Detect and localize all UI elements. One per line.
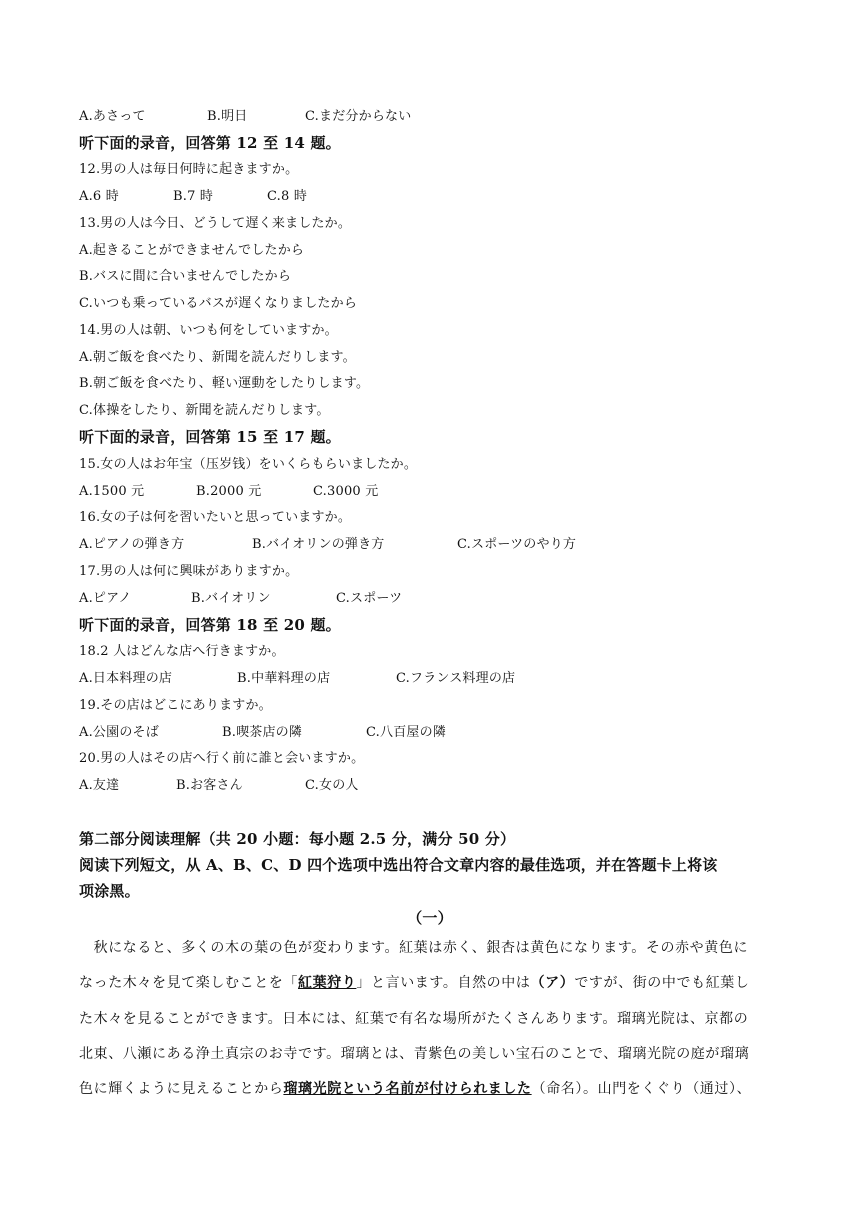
q17-question: 17.男の人は何に興味がありますか。 xyxy=(79,564,299,579)
section-heading-12-14: 听下面的录音，回答第 12 至 14 题。 xyxy=(79,134,341,152)
q12-option-c: C.8 時 xyxy=(267,189,308,204)
q14-option-a: A.朝ご飯を食べたり、新聞を読んだりします。 xyxy=(79,350,356,365)
passage-line-3: た木々を見ることができます。日本には、紅葉で有名な場所がたくさんあります。瑠璃光院は、京都の xyxy=(79,1011,749,1027)
q18-option-c: C.フランス料理の店 xyxy=(396,671,516,686)
q16-option-b: B.バイオリンの弾き方 xyxy=(252,537,385,552)
passage-line-2-end: ですが、街の中でも紅葉し xyxy=(574,975,750,991)
q16-question: 16.女の子は何を習いたいと思っていますか。 xyxy=(79,510,352,525)
underlined-naming-phrase: 瑠璃光院という名前が付けられました xyxy=(283,1081,532,1097)
blank-a: （ア） xyxy=(530,975,575,991)
q17-options xyxy=(79,590,402,608)
q15-option-b: B.2000 元 xyxy=(196,484,262,499)
q17-option-a: A.ピアノ xyxy=(79,591,132,606)
q15-option-a: A.1500 元 xyxy=(79,484,145,499)
q18-option-a: A.日本料理の店 xyxy=(79,671,173,686)
q11-option-c: C.まだ分からない xyxy=(305,109,412,124)
q16-option-c: C.スポーツのやり方 xyxy=(457,537,577,552)
section-heading-15-17: 听下面的录音，回答第 15 至 17 题。 xyxy=(79,428,341,446)
q19-question: 19.その店はどこにありますか。 xyxy=(79,698,272,713)
passage-line-5 xyxy=(79,1080,751,1098)
q14-option-c: C.体操をしたり、新聞を読んだりします。 xyxy=(79,403,330,418)
q18-option-b: B.中華料理の店 xyxy=(237,671,331,686)
part2-title: 第二部分阅读理解（共 20 小题：每小题 2.5 分，满分 50 分） xyxy=(79,830,516,848)
q11-option-b: B.明日 xyxy=(207,109,248,124)
q20-option-a: A.友達 xyxy=(79,778,120,793)
q14-question: 14.男の人は朝、いつも何をしていますか。 xyxy=(79,323,338,338)
q20-question: 20.男の人はその店へ行く前に誰と会いますか。 xyxy=(79,751,365,766)
passage-line-2 xyxy=(79,974,750,992)
q12-question: 12.男の人は毎日何時に起きますか。 xyxy=(79,162,299,177)
q17-option-c: C.スポーツ xyxy=(336,591,403,606)
q15-options xyxy=(79,483,378,501)
section-heading-18-20: 听下面的录音，回答第 18 至 20 题。 xyxy=(79,616,341,634)
q13-option-a: A.起きることができませんでしたから xyxy=(79,243,305,258)
passage-line-4: 北東、八瀬にある浄土真宗のお寺です。瑠璃とは、青紫色の美しい宝石のことで、瑠璃光院の庭が瑠璃 xyxy=(79,1046,750,1062)
q11-option-a: A.あさって xyxy=(79,109,146,124)
q18-options xyxy=(79,670,515,688)
q16-options xyxy=(79,536,576,554)
part2-instruction-line-2: 项涂黑。 xyxy=(79,882,140,900)
q19-option-a: A.公園のそば xyxy=(79,725,159,740)
term-momijigari: 紅葉狩り xyxy=(298,975,357,991)
passage-line-5-start: 色に輝くように見えることから xyxy=(79,1081,284,1097)
q12-option-a: A.6 時 xyxy=(79,189,119,204)
passage-1-title: （一） xyxy=(407,909,453,927)
passage-line-2-mid: 」と言います。自然の中は xyxy=(356,975,531,991)
q13-option-b: B.バスに間に合いませんでしたから xyxy=(79,269,292,284)
q19-options xyxy=(79,724,446,742)
q20-options xyxy=(79,777,359,795)
q13-option-c: C.いつも乗っているバスが遅くなりましたから xyxy=(79,296,358,311)
q19-option-b: B.喫茶店の隣 xyxy=(222,725,303,740)
passage-line-5-end: （命名）。山門をくぐり（通过）、 xyxy=(531,1081,752,1097)
q18-question: 18.2 人はどんな店へ行きますか。 xyxy=(79,644,285,659)
q15-option-c: C.3000 元 xyxy=(313,484,379,499)
passage-line-1: 秋になると、多くの木の葉の色が変わります。紅葉は赤く、銀杏は黄色になります。その赤や黄色に xyxy=(79,940,749,956)
q14-option-b: B.朝ご飯を食べたり、軽い運動をしたりします。 xyxy=(79,376,370,391)
q19-option-c: C.八百屋の隣 xyxy=(366,725,447,740)
q13-question: 13.男の人は今日、どうして遅く来ましたか。 xyxy=(79,216,352,231)
q12-option-b: B.7 時 xyxy=(173,189,214,204)
q16-option-a: A.ピアノの弾き方 xyxy=(79,537,185,552)
q20-option-c: C.女の人 xyxy=(305,778,359,793)
q12-options xyxy=(79,188,307,206)
part2-instruction-line-1: 阅读下列短文，从 A、B、C、D 四个选项中选出符合文章内容的最佳选项，并在答题卡上将该 xyxy=(79,856,718,874)
passage-line-2-start: なった木々を見て楽しむことを「 xyxy=(79,975,298,991)
q20-option-b: B.お客さん xyxy=(176,778,243,793)
q11-options xyxy=(79,108,411,126)
q15-question: 15.女の人はお年宝（压岁钱）をいくらもらいましたか。 xyxy=(79,457,418,472)
q17-option-b: B.バイオリン xyxy=(191,591,271,606)
